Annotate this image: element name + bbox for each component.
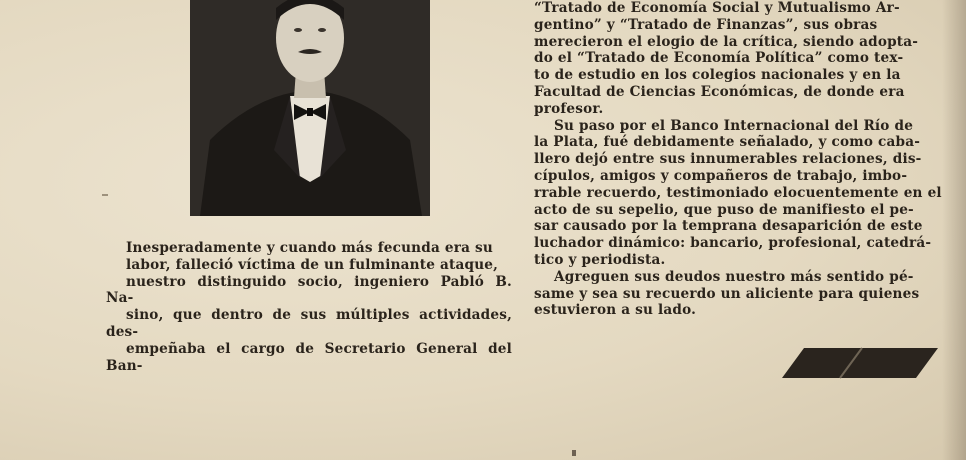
text-line: empeñaba el cargo de Secretario General del Ban-: [106, 340, 512, 374]
text-line: gentino” y “Tratado de Finanzas”, sus obras: [534, 16, 878, 33]
text-line: estuvieron a su lado.: [534, 302, 697, 319]
text-line: merecieron el elogio de la crítica, siendo adopta-: [534, 33, 919, 50]
text-line: nuestro distinguido socio, ingeniero Pabló B. Na-: [106, 273, 512, 307]
text-line: rrable recuerdo, testimoniado elocuentemente en el: [534, 184, 942, 201]
text-line: Inesperadamente y cuando más fecunda era su: [126, 240, 493, 256]
portrait-figure: [190, 0, 430, 216]
text-line: la Plata, fué debidamente señalado, y como caba-: [534, 134, 921, 151]
text-line: “Tratado de Economía Social y Mutualismo Ar-: [534, 0, 900, 16]
text-line: Facultad de Ciencias Económicas, de donde era: [534, 83, 905, 100]
end-ornament: [782, 346, 940, 380]
text-line: Agreguen sus deudos nuestro más sentido pé-: [554, 268, 914, 285]
condolence-paragraph: [534, 269, 942, 319]
right-column-text: [534, 0, 942, 319]
text-line: acto de su sepelio, que puso de manifiesto el pe-: [534, 201, 914, 218]
stray-mark: [102, 194, 108, 196]
portrait-photo: [190, 0, 430, 216]
text-line: llero dejó entre sus innumerables relaciones, dis-: [534, 151, 922, 168]
text-line: sar causado por la temprana desaparición de este: [534, 218, 923, 235]
bank-paragraph: [534, 118, 942, 269]
text-line: do el “Tratado de Economía Política” como tex-: [534, 50, 904, 67]
page-edge-shadow: [942, 0, 966, 460]
text-line: cípulos, amigos y compañeros de trabajo, imbo-: [534, 167, 908, 184]
left-column-text: [106, 240, 512, 374]
text-line: same y sea su recuerdo un aliciente para quienes: [534, 285, 920, 302]
obituary-paragraph-left: [106, 240, 512, 374]
text-line: luchador dinámico: bancario, profesional, catedrá-: [534, 235, 932, 252]
text-line: to de estudio en los colegios nacionales y en la: [534, 67, 901, 84]
text-line: labor, falleció víctima de un fulminante ataque,: [126, 256, 499, 273]
text-line: sino, que dentro de sus múltiples actividades, des-: [106, 307, 512, 340]
page-mark: [572, 450, 576, 456]
text-line: profesor.: [534, 100, 604, 117]
text-line: tico y periodista.: [534, 251, 666, 268]
text-line: Su paso por el Banco Internacional del Río de: [554, 117, 914, 134]
works-paragraph: [534, 0, 942, 118]
